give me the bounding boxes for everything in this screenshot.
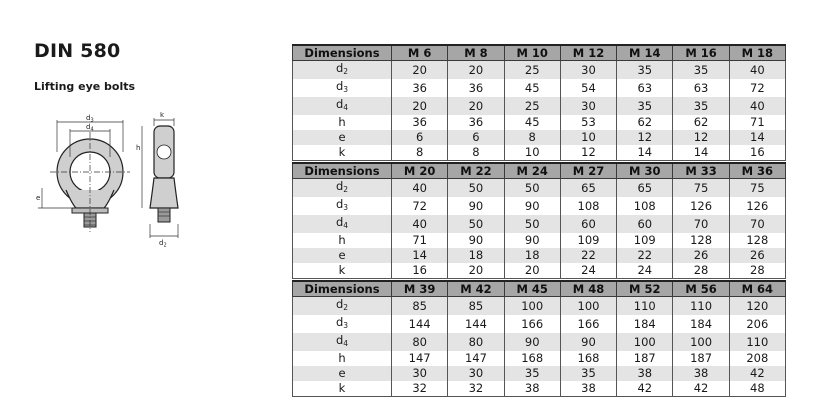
table-cell: 14 xyxy=(617,145,673,161)
table-cell: 50 xyxy=(448,215,504,233)
table-cell: 100 xyxy=(617,333,673,351)
table-cell: 8 xyxy=(392,145,448,161)
table-cell: 30 xyxy=(560,97,616,115)
size-header: M 14 xyxy=(617,45,673,61)
table-cell: 24 xyxy=(560,263,616,279)
size-header: M 45 xyxy=(504,281,560,297)
row-label xyxy=(293,215,392,233)
table-row xyxy=(293,115,786,130)
size-header: M 6 xyxy=(392,45,448,61)
row-label-text: k xyxy=(338,263,346,277)
row-label-text: e xyxy=(338,366,346,380)
size-header: M 42 xyxy=(448,281,504,297)
row-label xyxy=(293,130,392,145)
row-label-subscript: 2 xyxy=(343,303,349,312)
table-cell: 6 xyxy=(448,130,504,145)
table-row xyxy=(293,130,786,145)
row-label-text: d xyxy=(335,297,344,311)
table-cell: 108 xyxy=(617,197,673,215)
label-d4: $d_4$ xyxy=(86,123,94,133)
table-cell: 62 xyxy=(673,115,729,130)
table-row xyxy=(293,79,786,97)
table-row xyxy=(293,333,786,351)
page-subtitle: Lifting eye bolts xyxy=(34,80,136,93)
size-header: M 36 xyxy=(729,163,785,179)
row-label xyxy=(293,97,392,115)
row-label-text: d xyxy=(335,79,344,93)
table-cell: 60 xyxy=(617,215,673,233)
table-cell: 20 xyxy=(448,263,504,279)
table-cell: 42 xyxy=(729,366,785,381)
table-cell: 35 xyxy=(560,366,616,381)
table-cell: 85 xyxy=(392,297,448,316)
row-label xyxy=(293,366,392,381)
table-cell: 14 xyxy=(729,130,785,145)
row-label xyxy=(293,315,392,333)
table-cell: 38 xyxy=(560,381,616,397)
table-cell: 70 xyxy=(729,215,785,233)
table-row xyxy=(293,315,786,333)
row-label-text: e xyxy=(338,130,346,144)
table-cell: 48 xyxy=(729,381,785,397)
row-label-text: d xyxy=(335,215,344,229)
table-cell: 60 xyxy=(560,215,616,233)
table-cell: 85 xyxy=(448,297,504,316)
table-cell: 22 xyxy=(560,248,616,263)
row-label xyxy=(293,381,392,397)
table-row xyxy=(293,366,786,381)
size-header: M 39 xyxy=(392,281,448,297)
row-label xyxy=(293,79,392,97)
table-cell: 53 xyxy=(560,115,616,130)
table-row xyxy=(293,263,786,279)
row-label-subscript: 4 xyxy=(343,339,349,348)
table-cell: 6 xyxy=(392,130,448,145)
table-cell: 14 xyxy=(392,248,448,263)
table-cell: 42 xyxy=(673,381,729,397)
table-cell: 18 xyxy=(448,248,504,263)
table-cell: 45 xyxy=(504,115,560,130)
table-cell: 90 xyxy=(560,333,616,351)
row-label-subscript: 2 xyxy=(343,185,349,194)
table-cell: 20 xyxy=(448,97,504,115)
row-label xyxy=(293,61,392,80)
size-header: M 24 xyxy=(504,163,560,179)
row-label-text: d xyxy=(335,61,344,75)
table-cell: 16 xyxy=(729,145,785,161)
table-cell: 168 xyxy=(560,351,616,366)
table-cell: 90 xyxy=(448,233,504,248)
table-cell: 168 xyxy=(504,351,560,366)
table-cell: 20 xyxy=(392,97,448,115)
table-cell: 208 xyxy=(729,351,785,366)
table-cell: 80 xyxy=(448,333,504,351)
table-cell: 184 xyxy=(617,315,673,333)
table-cell: 187 xyxy=(673,351,729,366)
table-cell: 70 xyxy=(673,215,729,233)
label-k: k xyxy=(160,112,165,119)
row-label-subscript: 2 xyxy=(343,67,349,76)
label-d2: $d_2$ xyxy=(159,239,167,249)
table-cell: 72 xyxy=(392,197,448,215)
size-header: M 16 xyxy=(673,45,729,61)
table-cell: 90 xyxy=(504,233,560,248)
table-cell: 100 xyxy=(673,333,729,351)
dimensions-header: Dimensions xyxy=(293,281,392,297)
table-row xyxy=(293,179,786,198)
table-header-row xyxy=(293,45,786,61)
table-cell: 8 xyxy=(504,130,560,145)
table-cell: 40 xyxy=(392,215,448,233)
table-cell: 35 xyxy=(673,97,729,115)
table-cell: 18 xyxy=(504,248,560,263)
table-cell: 147 xyxy=(392,351,448,366)
row-label xyxy=(293,248,392,263)
row-label-text: d xyxy=(335,97,344,111)
table-cell: 71 xyxy=(729,115,785,130)
table-cell: 109 xyxy=(560,233,616,248)
row-label xyxy=(293,145,392,161)
table-cell: 126 xyxy=(673,197,729,215)
size-header: M 64 xyxy=(729,281,785,297)
row-label-text: h xyxy=(338,233,346,247)
table-cell: 24 xyxy=(617,263,673,279)
table-cell: 12 xyxy=(617,130,673,145)
table-cell: 144 xyxy=(448,315,504,333)
table-cell: 35 xyxy=(617,97,673,115)
row-label xyxy=(293,333,392,351)
table-cell: 28 xyxy=(729,263,785,279)
dimension-table-1 xyxy=(292,44,786,161)
table-cell: 187 xyxy=(617,351,673,366)
table-cell: 65 xyxy=(560,179,616,198)
table-cell: 90 xyxy=(504,333,560,351)
table-cell: 120 xyxy=(729,297,785,316)
table-cell: 184 xyxy=(673,315,729,333)
table-cell: 38 xyxy=(673,366,729,381)
table-cell: 36 xyxy=(392,115,448,130)
table-cell: 10 xyxy=(560,130,616,145)
dimension-table-2 xyxy=(292,162,786,279)
table-cell: 72 xyxy=(729,79,785,97)
size-header: M 10 xyxy=(504,45,560,61)
table-cell: 100 xyxy=(504,297,560,316)
table-cell: 110 xyxy=(729,333,785,351)
table-row xyxy=(293,61,786,80)
table-cell: 35 xyxy=(504,366,560,381)
row-label-text: d xyxy=(335,197,344,211)
dimensions-header: Dimensions xyxy=(293,45,392,61)
table-cell: 45 xyxy=(504,79,560,97)
table-cell: 25 xyxy=(504,61,560,80)
row-label-text: k xyxy=(338,381,346,395)
table-cell: 22 xyxy=(617,248,673,263)
table-cell: 166 xyxy=(560,315,616,333)
table-row xyxy=(293,145,786,161)
row-label-subscript: 4 xyxy=(343,103,349,112)
eye-bolt-drawing xyxy=(28,112,198,252)
table-cell: 50 xyxy=(504,179,560,198)
table-cell: 36 xyxy=(448,79,504,97)
row-label xyxy=(293,351,392,366)
label-h: h xyxy=(136,144,141,152)
dimension-table-3 xyxy=(292,280,786,397)
row-label-subscript: 4 xyxy=(343,221,349,230)
table-row xyxy=(293,351,786,366)
table-cell: 90 xyxy=(504,197,560,215)
table-cell: 36 xyxy=(392,79,448,97)
table-row xyxy=(293,97,786,115)
size-header: M 20 xyxy=(392,163,448,179)
table-cell: 75 xyxy=(729,179,785,198)
table-cell: 12 xyxy=(673,130,729,145)
table-cell: 30 xyxy=(560,61,616,80)
row-label xyxy=(293,263,392,279)
row-label-text: d xyxy=(335,179,344,193)
table-row xyxy=(293,215,786,233)
table-cell: 35 xyxy=(617,61,673,80)
table-cell: 30 xyxy=(448,366,504,381)
size-header: M 48 xyxy=(560,281,616,297)
row-label xyxy=(293,197,392,215)
table-cell: 147 xyxy=(448,351,504,366)
table-cell: 26 xyxy=(729,248,785,263)
table-cell: 50 xyxy=(448,179,504,198)
table-cell: 8 xyxy=(448,145,504,161)
table-cell: 12 xyxy=(560,145,616,161)
table-cell: 65 xyxy=(617,179,673,198)
dimensions-header: Dimensions xyxy=(293,163,392,179)
size-header: M 18 xyxy=(729,45,785,61)
table-cell: 26 xyxy=(673,248,729,263)
table-header-row xyxy=(293,281,786,297)
table-cell: 40 xyxy=(392,179,448,198)
label-e: e xyxy=(36,194,41,202)
size-header: M 30 xyxy=(617,163,673,179)
table-cell: 166 xyxy=(504,315,560,333)
table-cell: 42 xyxy=(617,381,673,397)
row-label-subscript: 3 xyxy=(343,321,349,330)
table-cell: 32 xyxy=(392,381,448,397)
size-header: M 12 xyxy=(560,45,616,61)
table-cell: 38 xyxy=(504,381,560,397)
table-cell: 36 xyxy=(448,115,504,130)
table-cell: 63 xyxy=(673,79,729,97)
dimension-tables xyxy=(292,44,786,397)
table-cell: 38 xyxy=(617,366,673,381)
row-label xyxy=(293,115,392,130)
label-d3: $d_3$ xyxy=(86,114,94,124)
table-cell: 110 xyxy=(617,297,673,316)
row-label xyxy=(293,233,392,248)
table-cell: 108 xyxy=(560,197,616,215)
row-label-text: k xyxy=(338,145,346,159)
table-cell: 20 xyxy=(392,61,448,80)
page-title: DIN 580 xyxy=(34,40,121,62)
table-cell: 126 xyxy=(729,197,785,215)
size-header: M 22 xyxy=(448,163,504,179)
table-cell: 40 xyxy=(729,61,785,80)
table-cell: 90 xyxy=(448,197,504,215)
table-cell: 10 xyxy=(504,145,560,161)
table-cell: 40 xyxy=(729,97,785,115)
table-cell: 25 xyxy=(504,97,560,115)
table-cell: 144 xyxy=(392,315,448,333)
table-cell: 54 xyxy=(560,79,616,97)
row-label-text: e xyxy=(338,248,346,262)
table-cell: 110 xyxy=(673,297,729,316)
table-cell: 128 xyxy=(673,233,729,248)
table-cell: 71 xyxy=(392,233,448,248)
table-cell: 32 xyxy=(448,381,504,397)
row-label-text: h xyxy=(338,351,346,365)
row-label-text: h xyxy=(338,115,346,129)
table-cell: 28 xyxy=(673,263,729,279)
table-row xyxy=(293,197,786,215)
row-label-subscript: 3 xyxy=(343,85,349,94)
table-cell: 20 xyxy=(504,263,560,279)
table-cell: 80 xyxy=(392,333,448,351)
size-header: M 52 xyxy=(617,281,673,297)
size-header: M 27 xyxy=(560,163,616,179)
table-row xyxy=(293,297,786,316)
table-cell: 100 xyxy=(560,297,616,316)
table-cell: 50 xyxy=(504,215,560,233)
table-cell: 206 xyxy=(729,315,785,333)
size-header: M 8 xyxy=(448,45,504,61)
row-label xyxy=(293,179,392,198)
table-cell: 35 xyxy=(673,61,729,80)
table-row xyxy=(293,248,786,263)
table-cell: 30 xyxy=(392,366,448,381)
table-cell: 75 xyxy=(673,179,729,198)
table-cell: 109 xyxy=(617,233,673,248)
table-cell: 20 xyxy=(448,61,504,80)
row-label xyxy=(293,297,392,316)
table-cell: 16 xyxy=(392,263,448,279)
table-row xyxy=(293,381,786,397)
size-header: M 33 xyxy=(673,163,729,179)
row-label-text: d xyxy=(335,315,344,329)
table-row xyxy=(293,233,786,248)
row-label-subscript: 3 xyxy=(343,203,349,212)
table-header-row xyxy=(293,163,786,179)
table-cell: 62 xyxy=(617,115,673,130)
size-header: M 56 xyxy=(673,281,729,297)
row-label-text: d xyxy=(335,333,344,347)
table-cell: 128 xyxy=(729,233,785,248)
table-cell: 63 xyxy=(617,79,673,97)
table-cell: 14 xyxy=(673,145,729,161)
